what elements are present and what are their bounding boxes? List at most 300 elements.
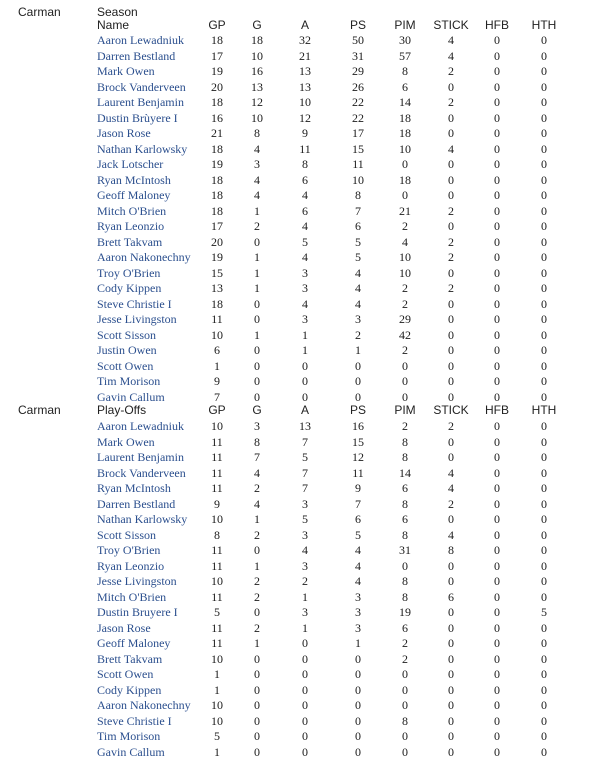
table-row: [0, 173, 600, 189]
stat-cell: 0: [494, 79, 500, 94]
player-name: Aaron Nakonechny: [97, 698, 191, 712]
stat-cell: 11: [211, 481, 223, 495]
stat-cell: 0: [448, 79, 454, 94]
player-name: Nathan Karlowsky: [97, 512, 188, 526]
stat-cell: 18: [211, 141, 223, 156]
stat-cell: 0: [541, 465, 547, 480]
player-name: Scott Owen: [97, 667, 154, 681]
stat-cell: 0: [494, 682, 500, 697]
table-row: [0, 33, 600, 49]
player-name: Aaron Lewadniuk: [97, 33, 184, 47]
stat-cell: 10: [211, 698, 223, 712]
stat-cell: 0: [541, 543, 547, 557]
stat-cell: 2: [302, 574, 308, 588]
table-row: [0, 683, 600, 699]
player-name: Jesse Livingston: [97, 312, 177, 326]
stat-cell: 0: [402, 358, 408, 373]
stat-cell: 4: [254, 141, 260, 156]
stat-cell: 19: [211, 250, 223, 264]
stat-cell: 0: [448, 620, 454, 635]
stat-cell: 18: [211, 33, 223, 47]
player-name: Steve Christie I: [97, 713, 172, 728]
table-row: [0, 374, 600, 390]
stat-cell: 1: [254, 636, 260, 650]
stat-cell: 4: [254, 496, 260, 511]
table-row: [0, 729, 600, 745]
stat-cell: 0: [254, 543, 260, 557]
stat-cell: 0: [541, 682, 547, 697]
stat-cell: 0: [494, 667, 500, 681]
stat-cell: 1: [214, 744, 220, 759]
stat-cell: 0: [541, 141, 547, 156]
stat-cell: 2: [355, 327, 361, 342]
player-name: Laurent Benjamin: [97, 95, 184, 109]
table-row: [0, 574, 600, 590]
player-name: Aaron Nakonechny: [97, 250, 191, 264]
stat-cell: 4: [355, 296, 361, 311]
table-row: [0, 512, 600, 528]
stat-cell: 6: [402, 620, 408, 635]
stat-cell: 0: [494, 496, 500, 511]
stat-cell: 31: [352, 48, 364, 63]
stat-cell: 0: [254, 713, 260, 728]
stat-cell: 0: [541, 110, 547, 125]
stat-cell: 0: [494, 713, 500, 728]
stat-cell: 0: [541, 327, 547, 342]
stat-cell: 0: [494, 434, 500, 449]
player-name: Gavin Callum: [97, 389, 165, 404]
stat-cell: 1: [355, 343, 361, 357]
stat-cell: 18: [399, 126, 411, 140]
stat-cell: 2: [254, 589, 260, 604]
stat-cell: 6: [448, 589, 454, 604]
stat-cell: 10: [251, 110, 263, 125]
table-row: [0, 80, 600, 96]
stat-cell: 8: [402, 574, 408, 588]
player-name: Tim Morison: [97, 374, 161, 388]
table-row: [0, 559, 600, 575]
stat-cell: 0: [494, 312, 500, 326]
stat-cell: 0: [541, 667, 547, 681]
stat-cell: 4: [302, 188, 308, 202]
stat-cell: 15: [352, 141, 364, 156]
stat-cell: 10: [211, 327, 223, 342]
stat-cell: 1: [302, 620, 308, 635]
stat-cell: 6: [214, 343, 220, 357]
stat-cell: 7: [254, 450, 260, 464]
player-name: Jesse Livingston: [97, 574, 177, 588]
stat-cell: 0: [302, 682, 308, 697]
player-name: Cody Kippen: [97, 281, 162, 295]
stat-cell: 0: [541, 620, 547, 635]
stat-cell: 0: [254, 744, 260, 759]
stat-cell: 12: [352, 450, 364, 464]
stat-cell: 0: [355, 651, 361, 666]
stat-cell: 0: [448, 744, 454, 759]
player-name: Brock Vanderveen: [97, 465, 186, 480]
stat-cell: 0: [541, 481, 547, 495]
table-row: [0, 142, 600, 158]
player-name: Tim Morison: [97, 729, 161, 743]
stat-cell: 2: [254, 219, 260, 233]
stat-cell: 0: [494, 481, 500, 495]
stat-cell: 6: [402, 512, 408, 526]
stat-cell: 0: [494, 389, 500, 404]
stat-cell: 3: [355, 605, 361, 619]
stat-cell: 0: [448, 126, 454, 140]
stat-cell: 0: [448, 172, 454, 187]
stat-cell: 2: [254, 574, 260, 588]
table-row: [0, 266, 600, 282]
stat-cell: 0: [541, 651, 547, 666]
stat-cell: 2: [448, 64, 454, 78]
stat-cell: 1: [254, 327, 260, 342]
table-row: [0, 745, 600, 761]
table-row: [0, 49, 600, 65]
table-row: [0, 652, 600, 668]
stat-cell: 13: [299, 79, 311, 94]
table-row: [0, 343, 600, 359]
stat-cell: 1: [302, 589, 308, 604]
stat-cell: 2: [448, 250, 454, 264]
stat-cell: 0: [494, 250, 500, 264]
stat-cell: 4: [302, 296, 308, 311]
player-name: Ryan Leonzio: [97, 219, 165, 233]
stat-cell: 0: [494, 527, 500, 542]
stat-cell: 0: [494, 188, 500, 202]
player-name: Mitch O'Brien: [97, 203, 167, 218]
stat-cell: 15: [352, 434, 364, 449]
playoffs-header-pim: PIM: [394, 403, 416, 417]
table-row: [0, 157, 600, 173]
player-name: Ryan McIntosh: [97, 172, 171, 187]
stat-cell: 3: [302, 281, 308, 295]
playoffs-header-ps: PS: [349, 403, 366, 417]
table-row: [0, 605, 600, 621]
stat-cell: 0: [448, 110, 454, 125]
stat-cell: 2: [254, 620, 260, 635]
stat-cell: 0: [494, 265, 500, 280]
stat-cell: 0: [494, 296, 500, 311]
stat-cell: 0: [494, 48, 500, 63]
stat-cell: 4: [254, 172, 260, 187]
stat-cell: 50: [352, 33, 364, 47]
stat-cell: 1: [302, 327, 308, 342]
stat-cell: 16: [211, 110, 223, 125]
stat-cell: 1: [214, 682, 220, 697]
stat-cell: 6: [402, 79, 408, 94]
stat-cell: 0: [541, 589, 547, 604]
stat-cell: 0: [448, 667, 454, 681]
stat-cell: 5: [541, 605, 547, 619]
stat-cell: 2: [402, 343, 408, 357]
stat-cell: 0: [541, 188, 547, 202]
table-row: [0, 297, 600, 313]
stat-cell: 4: [448, 481, 454, 495]
stat-cell: 0: [448, 343, 454, 357]
stat-cell: 2: [402, 296, 408, 311]
stat-cell: 0: [541, 33, 547, 47]
stat-cell: 0: [541, 95, 547, 109]
player-name: Ryan McIntosh: [97, 481, 171, 495]
table-row: [0, 312, 600, 328]
table-row: [0, 219, 600, 235]
stat-cell: 5: [214, 729, 220, 743]
stat-cell: 0: [402, 558, 408, 573]
player-name: Nathan Karlowsky: [97, 141, 188, 156]
stat-cell: 0: [541, 744, 547, 759]
season-header-hth: HTH: [531, 18, 557, 32]
stat-cell: 11: [211, 620, 223, 635]
stat-cell: 10: [211, 574, 223, 588]
stat-cell: 0: [402, 667, 408, 681]
stat-cell: 0: [448, 188, 454, 202]
table-row: [0, 281, 600, 297]
stat-cell: 0: [494, 651, 500, 666]
stat-cell: 18: [211, 296, 223, 311]
stat-cell: 10: [251, 48, 263, 63]
stat-cell: 0: [448, 389, 454, 404]
stat-cell: 0: [541, 574, 547, 588]
player-name: Laurent Benjamin: [97, 450, 184, 464]
stat-cell: 3: [302, 605, 308, 619]
stat-cell: 2: [402, 419, 408, 433]
stat-cell: 6: [402, 481, 408, 495]
stat-cell: 16: [352, 419, 364, 433]
stat-cell: 0: [254, 698, 260, 712]
season-header-g: G: [252, 18, 262, 32]
stat-cell: 0: [355, 729, 361, 743]
stat-cell: 19: [211, 157, 223, 171]
player-name: Jack Lotscher: [97, 157, 164, 171]
stat-cell: 0: [355, 358, 361, 373]
stat-cell: 10: [399, 250, 411, 264]
stat-cell: 0: [302, 636, 308, 650]
stat-cell: 0: [448, 312, 454, 326]
stat-cell: 0: [402, 682, 408, 697]
playoffs-header-g: G: [252, 403, 262, 417]
stat-cell: 11: [211, 543, 223, 557]
season-header-pim: PIM: [394, 18, 416, 32]
stat-cell: 4: [302, 250, 308, 264]
stat-cell: 11: [211, 636, 223, 650]
table-row: [0, 235, 600, 251]
stat-cell: 0: [448, 296, 454, 311]
playoffs-header-hth: HTH: [531, 403, 557, 417]
stat-cell: 0: [494, 589, 500, 604]
stat-cell: 0: [541, 419, 547, 433]
stat-cell: 0: [494, 605, 500, 619]
stat-cell: 0: [541, 64, 547, 78]
stat-cell: 18: [211, 188, 223, 202]
stat-cell: 0: [254, 312, 260, 326]
stat-cell: 0: [448, 434, 454, 449]
playoffs-header-row: [0, 403, 600, 418]
stat-cell: 8: [402, 496, 408, 511]
table-row: [0, 328, 600, 344]
player-name: Darren Bestland: [97, 48, 176, 63]
stat-cell: 9: [214, 496, 220, 511]
stat-cell: 9: [355, 481, 361, 495]
stat-cell: 0: [254, 296, 260, 311]
stat-cell: 0: [254, 729, 260, 743]
stat-cell: 4: [302, 543, 308, 557]
stat-cell: 20: [211, 234, 223, 249]
stat-cell: 19: [211, 64, 223, 78]
table-row: [0, 204, 600, 220]
stat-cell: 4: [355, 543, 361, 557]
table-row: [0, 528, 600, 544]
table-row: [0, 419, 600, 435]
season-header-name: Name: [97, 18, 130, 32]
stat-cell: 0: [448, 265, 454, 280]
stat-cell: 0: [494, 744, 500, 759]
playoffs-header-stick: STICK: [433, 403, 469, 417]
stat-cell: 2: [448, 95, 454, 109]
stat-cell: 18: [251, 33, 263, 47]
stat-cell: 19: [399, 605, 411, 619]
player-name: Darren Bestland: [97, 496, 176, 511]
stat-cell: 0: [541, 636, 547, 650]
stat-cell: 0: [448, 374, 454, 388]
stat-cell: 5: [355, 234, 361, 249]
stat-cell: 4: [448, 48, 454, 63]
season-team-label: Carman: [18, 5, 61, 19]
stat-cell: 14: [399, 465, 411, 480]
stat-cell: 0: [355, 698, 361, 712]
stat-cell: 0: [494, 620, 500, 635]
stat-cell: 0: [448, 713, 454, 728]
stat-cell: 17: [211, 219, 223, 233]
stat-cell: 0: [302, 713, 308, 728]
table-row: [0, 466, 600, 482]
player-name: Justin Owen: [97, 343, 157, 357]
stat-cell: 0: [448, 558, 454, 573]
player-name: Mitch O'Brien: [97, 589, 167, 604]
stat-cell: 7: [355, 496, 361, 511]
table-row: [0, 250, 600, 266]
playoffs-team-label: Carman: [18, 403, 61, 417]
stat-cell: 3: [302, 527, 308, 542]
stat-cell: 5: [302, 512, 308, 526]
stat-cell: 0: [448, 327, 454, 342]
stat-cell: 0: [541, 374, 547, 388]
stat-cell: 1: [254, 558, 260, 573]
stat-cell: 10: [352, 172, 364, 187]
stat-cell: 14: [399, 95, 411, 109]
stat-cell: 0: [494, 543, 500, 557]
stat-cell: 10: [211, 651, 223, 666]
stat-cell: 3: [302, 558, 308, 573]
stat-cell: 5: [355, 527, 361, 542]
stat-cell: 11: [211, 589, 223, 604]
stat-cell: 12: [251, 95, 263, 109]
stat-cell: 18: [211, 95, 223, 109]
stat-cell: 3: [302, 265, 308, 280]
stat-cell: 0: [494, 729, 500, 743]
stat-cell: 0: [302, 744, 308, 759]
stat-cell: 4: [355, 281, 361, 295]
season-header-hfb: HFB: [485, 18, 509, 32]
stat-cell: 0: [494, 281, 500, 295]
stat-cell: 5: [214, 605, 220, 619]
stat-cell: 0: [448, 157, 454, 171]
stat-cell: 0: [254, 343, 260, 357]
stat-cell: 4: [402, 234, 408, 249]
stat-cell: 8: [402, 434, 408, 449]
stat-cell: 11: [352, 157, 364, 171]
stat-cell: 0: [494, 374, 500, 388]
player-name: Cody Kippen: [97, 682, 162, 697]
stat-cell: 0: [302, 729, 308, 743]
stat-cell: 12: [299, 110, 311, 125]
stat-cell: 4: [355, 558, 361, 573]
stat-cell: 0: [541, 296, 547, 311]
stat-cell: 0: [541, 126, 547, 140]
stat-cell: 0: [355, 389, 361, 404]
stat-cell: 8: [402, 589, 408, 604]
table-row: [0, 95, 600, 111]
stat-cell: 0: [355, 713, 361, 728]
stat-cell: 0: [302, 651, 308, 666]
table-row: [0, 481, 600, 497]
stat-cell: 18: [211, 172, 223, 187]
player-name: Dustin Brùyere I: [97, 110, 178, 125]
stat-cell: 21: [399, 203, 411, 218]
table-row: [0, 543, 600, 559]
stat-cell: 0: [494, 203, 500, 218]
stat-cell: 5: [355, 250, 361, 264]
stat-cell: 0: [541, 713, 547, 728]
stat-cell: 0: [355, 374, 361, 388]
stat-cell: 17: [211, 48, 223, 63]
stat-cell: 21: [299, 48, 311, 63]
playoffs-header-a: A: [300, 403, 309, 417]
stat-cell: 0: [541, 512, 547, 526]
stat-cell: 0: [494, 126, 500, 140]
stat-cell: 2: [448, 234, 454, 249]
stat-cell: 7: [302, 481, 308, 495]
stat-cell: 3: [302, 496, 308, 511]
stat-cell: 0: [448, 450, 454, 464]
stat-cell: 9: [302, 126, 308, 140]
stat-cell: 6: [302, 172, 308, 187]
stat-cell: 6: [355, 512, 361, 526]
stat-cell: 5: [302, 234, 308, 249]
stat-cell: 0: [355, 682, 361, 697]
stat-cell: 0: [541, 527, 547, 542]
stat-cell: 0: [494, 33, 500, 47]
stat-cell: 5: [302, 450, 308, 464]
season-header-a: A: [300, 18, 309, 32]
player-name: Brett Takvam: [97, 651, 163, 666]
stat-cell: 0: [254, 605, 260, 619]
stat-cell: 0: [494, 172, 500, 187]
player-name: Aaron Lewadniuk: [97, 419, 184, 433]
stat-cell: 0: [448, 636, 454, 650]
stat-cell: 1: [254, 281, 260, 295]
stat-cell: 11: [211, 434, 223, 449]
table-row: [0, 126, 600, 142]
stat-cell: 0: [448, 574, 454, 588]
stat-cell: 10: [399, 141, 411, 156]
stat-cell: 2: [402, 651, 408, 666]
stat-cell: 2: [448, 281, 454, 295]
season-header-row: [0, 18, 600, 33]
stat-cell: 2: [448, 203, 454, 218]
stat-cell: 0: [494, 574, 500, 588]
stat-cell: 22: [352, 95, 364, 109]
